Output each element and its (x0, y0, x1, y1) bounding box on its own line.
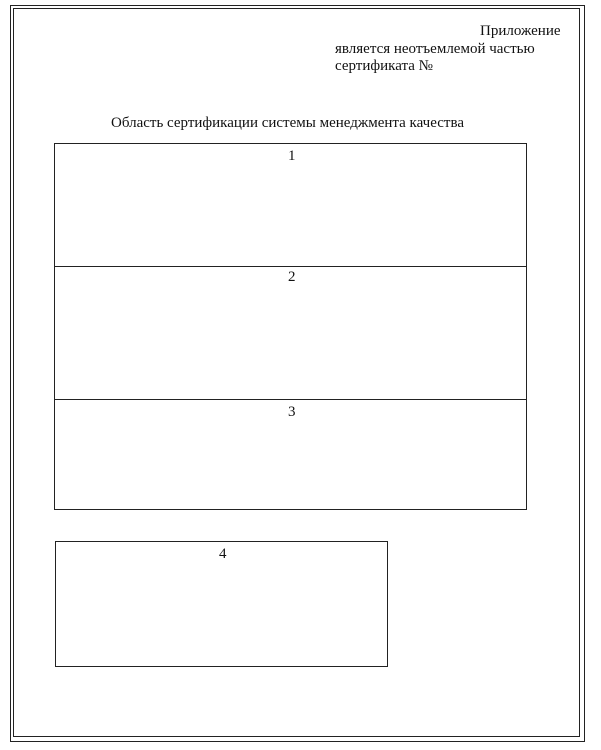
section-box-3 (54, 399, 527, 510)
section-box-4 (55, 541, 388, 667)
section-number-4: 4 (219, 546, 227, 562)
section-box-1 (54, 143, 527, 267)
section-number-3: 3 (288, 404, 296, 420)
appendix-title: Приложение (480, 23, 561, 39)
appendix-note-line-2: сертификата № (335, 58, 433, 74)
section-number-2: 2 (288, 269, 296, 285)
document-title: Область сертификации системы менеджмента качества (111, 115, 464, 131)
section-number-1: 1 (288, 148, 296, 164)
section-box-2 (54, 266, 527, 400)
appendix-note-line-1: является неотъемлемой частью (335, 41, 535, 57)
